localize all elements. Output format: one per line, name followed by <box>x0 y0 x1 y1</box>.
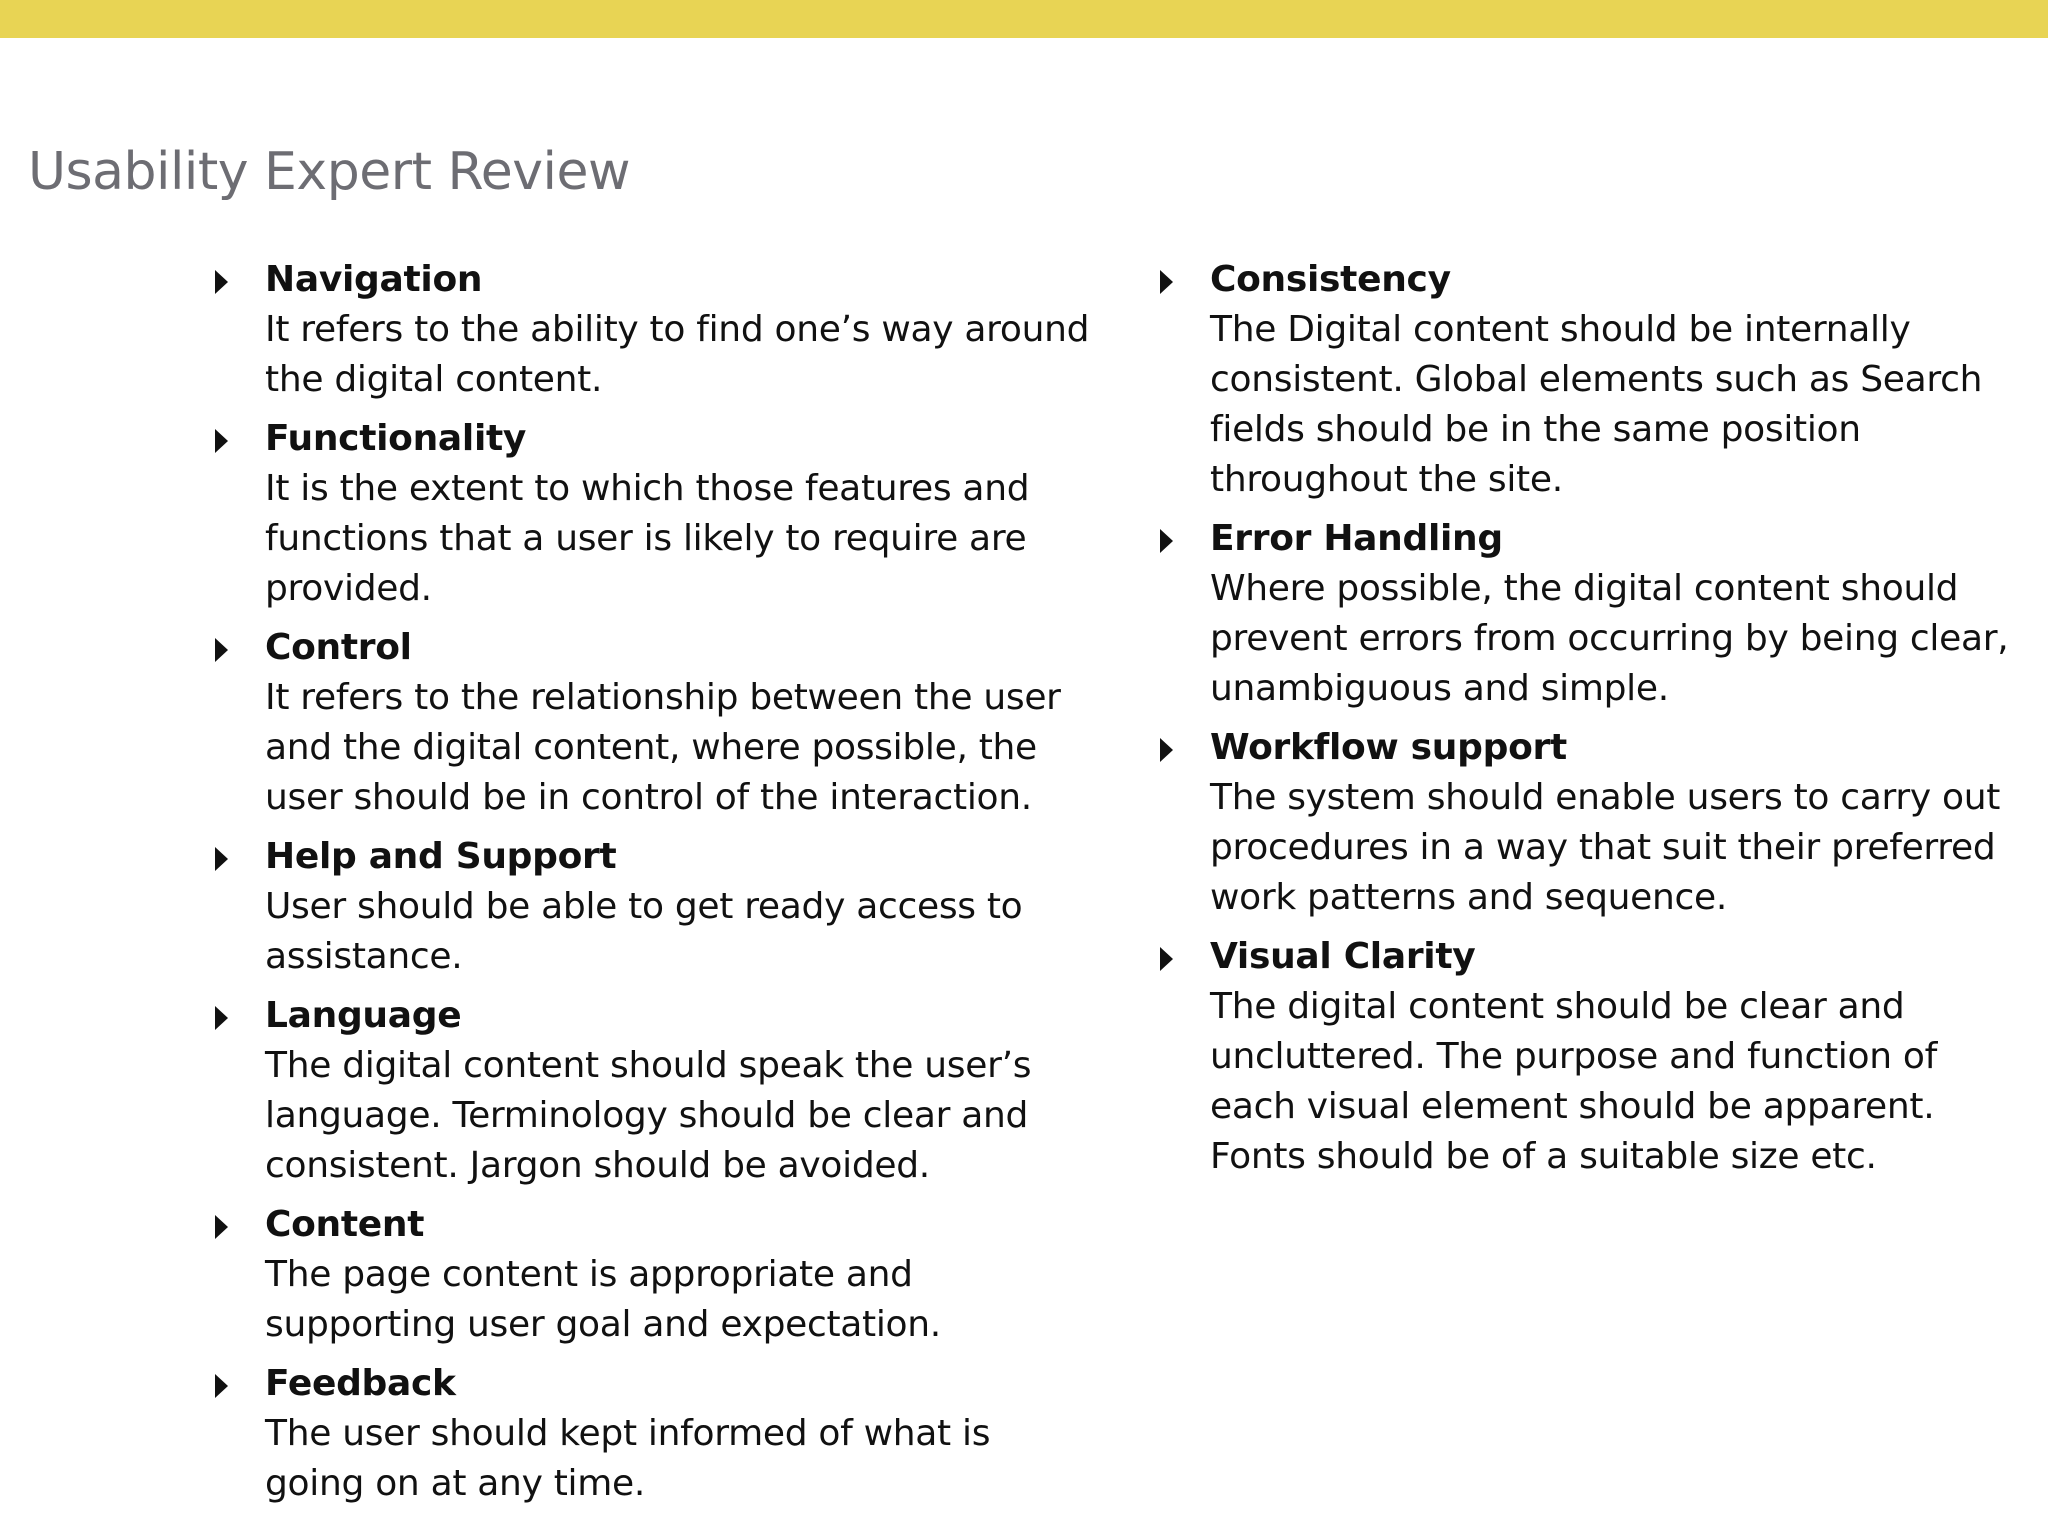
left-column <box>212 255 1092 1518</box>
criterion-description: It refers to the ability to find one’s way around the digital content. <box>265 309 1090 400</box>
criterion-visual-clarity <box>1157 932 2027 1182</box>
criterion-description: It refers to the relationship between the user and the digital content, where possible, the user should be in control of the interaction. <box>265 677 1061 818</box>
criterion-help-and-support <box>212 832 1092 982</box>
criterion-description: It is the extent to which those features and functions that a user is likely to require are provided. <box>265 468 1030 609</box>
criterion-description: The digital content should be clear and uncluttered. The purpose and function of each visual element should be apparent. Fonts should be of a suitable size etc. <box>1210 986 1937 1177</box>
criterion-control <box>212 623 1092 823</box>
criterion-title: Visual Clarity <box>1210 936 1476 977</box>
criterion-title: Navigation <box>265 259 483 300</box>
criterion-title: Feedback <box>265 1363 456 1404</box>
criterion-title: Help and Support <box>265 836 617 877</box>
criterion-language <box>212 991 1092 1191</box>
criterion-description: The user should kept informed of what is going on at any time. <box>265 1413 991 1504</box>
criterion-content <box>212 1200 1092 1350</box>
bullet-arrow-icon <box>215 270 228 294</box>
criterion-navigation <box>212 255 1092 405</box>
bullet-arrow-icon <box>1160 270 1173 294</box>
bullet-arrow-icon <box>1160 529 1173 553</box>
criterion-functionality <box>212 414 1092 614</box>
criterion-description: User should be able to get ready access to assistance. <box>265 886 1023 977</box>
criterion-description: Where possible, the digital content should prevent errors from occurring by being clear, unambiguous and simple. <box>1210 568 2009 709</box>
accent-bar <box>0 0 2048 38</box>
criterion-description: The Digital content should be internally consistent. Global elements such as Search fields should be in the same position throughout the site. <box>1210 309 1983 500</box>
criterion-title: Error Handling <box>1210 518 1503 559</box>
criterion-workflow-support <box>1157 723 2027 923</box>
bullet-arrow-icon <box>215 847 228 871</box>
criterion-title: Consistency <box>1210 259 1451 300</box>
bullet-arrow-icon <box>1160 947 1173 971</box>
criterion-description: The system should enable users to carry out procedures in a way that suit their preferred work patterns and sequence. <box>1210 777 2001 918</box>
criterion-error-handling <box>1157 514 2027 714</box>
criterion-title: Content <box>265 1204 425 1245</box>
bullet-arrow-icon <box>215 1374 228 1398</box>
right-column <box>1157 255 2027 1191</box>
criterion-title: Functionality <box>265 418 527 459</box>
bullet-arrow-icon <box>215 1215 228 1239</box>
bullet-arrow-icon <box>215 429 228 453</box>
criterion-feedback <box>212 1359 1092 1509</box>
bullet-arrow-icon <box>1160 738 1173 762</box>
criterion-description: The page content is appropriate and supporting user goal and expectation. <box>265 1254 941 1345</box>
criterion-consistency <box>1157 255 2027 505</box>
bullet-arrow-icon <box>215 1006 228 1030</box>
criterion-title: Workflow support <box>1210 727 1567 768</box>
bullet-arrow-icon <box>215 638 228 662</box>
criterion-title: Control <box>265 627 412 668</box>
page-title: Usability Expert Review <box>28 142 631 202</box>
criterion-title: Language <box>265 995 462 1036</box>
criterion-description: The digital content should speak the user’s language. Terminology should be clear and consistent. Jargon should be avoided. <box>265 1045 1032 1186</box>
